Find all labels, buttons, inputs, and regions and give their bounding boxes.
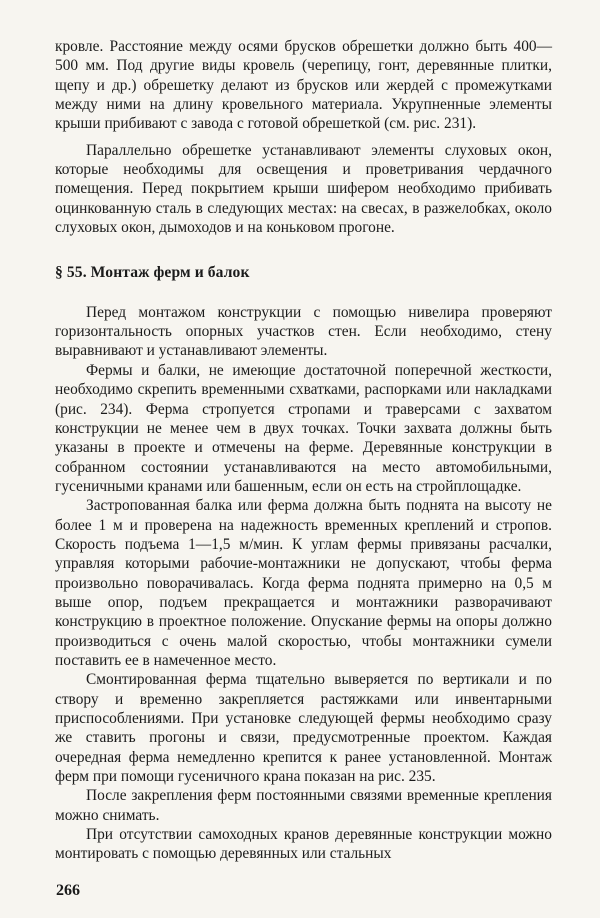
paragraph-5: Застропованная балка или ферма должна быть поднята на высоту не более 1 м и проверена на надежность временных креплений и стропов. Скорость подъема 1—1,5 м/мин. К углам фермы привязаны расчалки, управляя которыми рабочие-монтажники не допускают, чтобы ферма произвольно поворачивалась. Когда ферма поднята примерно на 0,5 м выше опор, подъем прекращается и монтажники разворачивают конструкцию в проектное положение. Опускание фермы на опоры должно производиться с очень малой скоростью, чтобы монтажники сумели поставить ее в намеченное место.: [55, 497, 552, 669]
paragraph-8: При отсутствии самоходных кранов деревянные конструкции можно монтировать с помощью деревянных или стальных: [55, 826, 552, 863]
section-heading: § 55. Монтаж ферм и балок: [55, 264, 250, 282]
paragraph-1: кровле. Расстояние между осями брусков обрешетки должно быть 400—500 мм. Под другие виды кровель (черепицу, гонт, деревянные плитки, щепу и др.) обрешетку делают из брусков или жердей с промежутками между ними на длину кровельного материала. Укрупненные элементы крыши прибивают с завода с готовой обрешеткой (см. рис. 231).: [55, 38, 552, 133]
page-text-column: [55, 37, 552, 864]
paragraph-4: Фермы и балки, не имеющие достаточной поперечной жесткости, необходимо скрепить временными схватками, распорками или накладками (рис. 234). Ферма стропуется стропами и траверсами с захватом конструкции не менее чем в двух точках. Точки захвата должны быть указаны в проекте и отмечены на ферме. Деревянные конструкции в собранном состоянии устанавливаются на место автомобильными, гусеничными кранами или башенным, если он есть на стройплощадке.: [55, 361, 552, 495]
paragraph-7: После закрепления ферм постоянными связями временные крепления можно снимать.: [55, 787, 552, 824]
paragraph-3: Перед монтажом конструкции с помощью нивелира проверяют горизонтальность опорных участков стен. Если необходимо, стену выравнивают и устанавливают элементы.: [55, 303, 552, 360]
paragraph-2: Параллельно обрешетке устанавливают элементы слуховых окон, которые необходимы для освещения и проветривания чердачного помещения. Перед покрытием крыши шифером необходимо прибивать оцинкованную сталь в следующих местах: на свесах, в разжелобках, около слуховых окон, дымоходов и на коньковом прогоне.: [55, 141, 552, 237]
paragraph-6: Смонтированная ферма тщательно выверяется по вертикали и по створу и временно закрепляется растяжками или инвентарными приспособлениями. При установке следующей фермы необходимо сразу же ставить прогоны и связи, предусмотренные проектом. Каждая очередная ферма немедленно крепится к ранее установленной. Монтаж ферм при помощи гусеничного крана показан на рис. 235.: [55, 671, 552, 786]
page-number: 266: [56, 882, 80, 899]
